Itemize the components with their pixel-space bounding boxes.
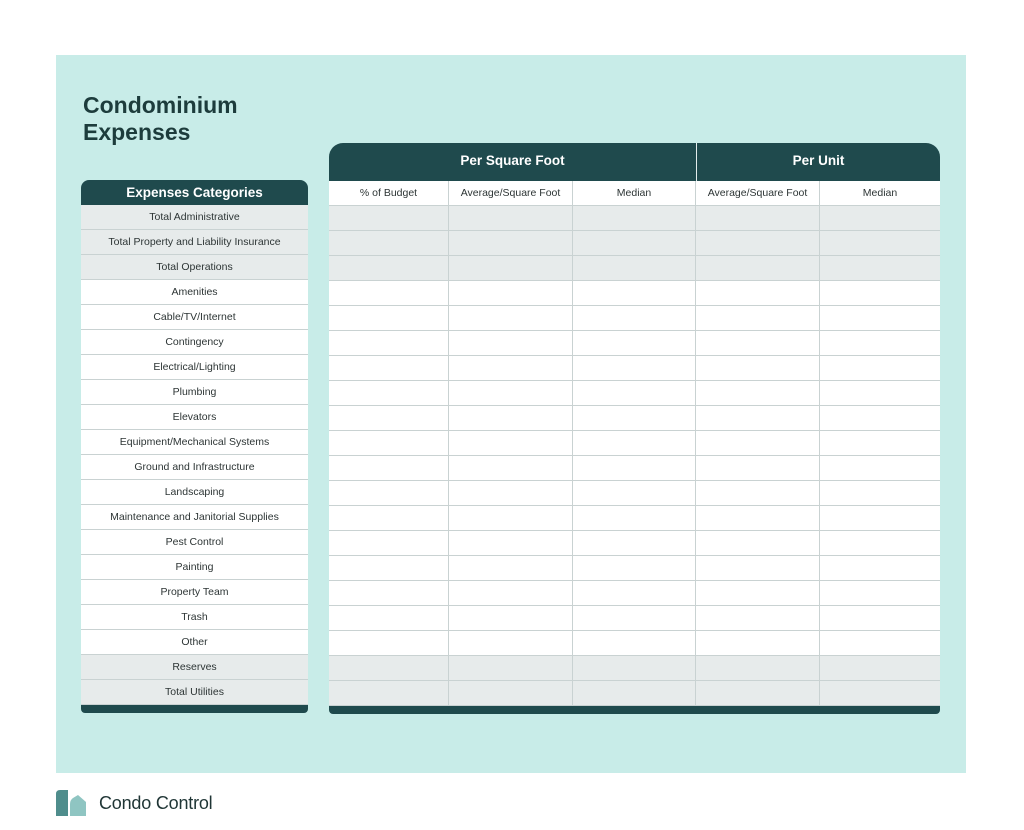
table-cell xyxy=(820,681,940,705)
data-rows xyxy=(329,206,940,706)
table-row xyxy=(329,281,940,306)
table-cell xyxy=(329,231,449,255)
table-cell xyxy=(329,606,449,630)
group-per-unit: Per Unit xyxy=(792,153,845,168)
table-cell xyxy=(329,356,449,380)
table-cell xyxy=(573,631,696,655)
page-title xyxy=(83,92,238,146)
table-cell xyxy=(449,206,573,230)
categories-list xyxy=(81,205,308,705)
category-row: Plumbing xyxy=(81,380,308,405)
table-cell xyxy=(449,281,573,305)
table-cell xyxy=(449,531,573,555)
category-row: Total Operations xyxy=(81,255,308,280)
table-cell xyxy=(329,306,449,330)
table-cell xyxy=(449,606,573,630)
column-header: Average/Square Foot xyxy=(449,181,573,205)
table-row xyxy=(329,681,940,706)
title-line-1: Condominium xyxy=(83,92,238,118)
category-row: Total Property and Liability Insurance xyxy=(81,230,308,255)
table-cell xyxy=(696,581,820,605)
table-cell xyxy=(329,681,449,705)
table-cell xyxy=(449,356,573,380)
table-cell xyxy=(449,656,573,680)
table-cell xyxy=(820,631,940,655)
table-cell xyxy=(820,406,940,430)
table-cell xyxy=(573,231,696,255)
table-cell xyxy=(696,531,820,555)
category-row: Total Administrative xyxy=(81,205,308,230)
table-row xyxy=(329,331,940,356)
table-cell xyxy=(696,356,820,380)
table-cell xyxy=(573,381,696,405)
table-cell xyxy=(696,281,820,305)
brand-logo xyxy=(56,790,212,816)
table-row xyxy=(329,406,940,431)
table-cell xyxy=(573,406,696,430)
table-cell xyxy=(329,556,449,580)
table-row xyxy=(329,631,940,656)
table-cell xyxy=(820,306,940,330)
table-cell xyxy=(696,656,820,680)
table-cell xyxy=(696,306,820,330)
category-row: Total Utilities xyxy=(81,680,308,705)
data-footer-bar xyxy=(329,706,940,714)
table-cell xyxy=(696,406,820,430)
category-row: Contingency xyxy=(81,330,308,355)
table-row xyxy=(329,256,940,281)
table-cell xyxy=(329,506,449,530)
table-cell xyxy=(449,256,573,280)
table-cell xyxy=(820,256,940,280)
table-cell xyxy=(329,531,449,555)
table-cell xyxy=(449,631,573,655)
table-cell xyxy=(449,506,573,530)
table-row xyxy=(329,231,940,256)
table-cell xyxy=(449,481,573,505)
categories-table xyxy=(81,180,308,713)
table-cell xyxy=(573,481,696,505)
table-cell xyxy=(820,331,940,355)
categories-footer-bar xyxy=(81,705,308,713)
table-cell xyxy=(820,656,940,680)
table-cell xyxy=(449,231,573,255)
table-row xyxy=(329,581,940,606)
table-cell xyxy=(573,356,696,380)
table-cell xyxy=(696,231,820,255)
category-row: Pest Control xyxy=(81,530,308,555)
table-cell xyxy=(329,581,449,605)
table-row xyxy=(329,206,940,231)
column-header: Median xyxy=(862,187,898,199)
table-row xyxy=(329,506,940,531)
table-cell xyxy=(573,256,696,280)
table-cell xyxy=(696,256,820,280)
table-cell xyxy=(696,331,820,355)
table-cell xyxy=(329,331,449,355)
table-cell xyxy=(696,506,820,530)
table-cell xyxy=(449,406,573,430)
table-row xyxy=(329,556,940,581)
table-cell xyxy=(696,631,820,655)
table-cell xyxy=(449,431,573,455)
table-cell xyxy=(820,381,940,405)
column-header: % of Budget xyxy=(329,181,449,205)
table-cell xyxy=(573,331,696,355)
table-cell xyxy=(449,556,573,580)
table-cell xyxy=(820,556,940,580)
table-row xyxy=(329,606,940,631)
table-cell xyxy=(573,206,696,230)
table-cell xyxy=(820,531,940,555)
table-row xyxy=(329,481,940,506)
data-table xyxy=(329,143,940,714)
table-cell xyxy=(820,206,940,230)
condo-control-logo-icon xyxy=(56,790,88,816)
table-cell xyxy=(820,581,940,605)
table-cell xyxy=(573,431,696,455)
title-line-2: Expenses xyxy=(83,119,191,145)
category-row: Property Team xyxy=(81,580,308,605)
category-row: Painting xyxy=(81,555,308,580)
table-cell xyxy=(329,481,449,505)
table-row xyxy=(329,656,940,681)
table-cell xyxy=(573,531,696,555)
table-cell xyxy=(329,381,449,405)
category-row: Ground and Infrastructure xyxy=(81,455,308,480)
category-row: Other xyxy=(81,630,308,655)
column-header: Median xyxy=(573,181,696,205)
table-cell xyxy=(573,306,696,330)
table-cell xyxy=(449,581,573,605)
table-cell xyxy=(449,681,573,705)
table-cell xyxy=(820,506,940,530)
table-cell xyxy=(573,556,696,580)
categories-header: Expenses Categories xyxy=(81,180,308,205)
table-cell xyxy=(573,581,696,605)
table-cell xyxy=(696,456,820,480)
table-cell xyxy=(329,656,449,680)
category-row: Trash xyxy=(81,605,308,630)
table-cell xyxy=(820,281,940,305)
table-cell xyxy=(449,331,573,355)
table-cell xyxy=(573,506,696,530)
table-cell xyxy=(449,456,573,480)
category-row: Reserves xyxy=(81,655,308,680)
table-cell xyxy=(449,381,573,405)
table-cell xyxy=(573,606,696,630)
table-cell xyxy=(696,381,820,405)
table-cell xyxy=(329,206,449,230)
brand-name: Condo Control xyxy=(99,792,213,813)
table-cell xyxy=(820,356,940,380)
table-cell xyxy=(329,431,449,455)
table-cell xyxy=(820,231,940,255)
category-row: Cable/TV/Internet xyxy=(81,305,308,330)
category-row: Amenities xyxy=(81,280,308,305)
table-cell xyxy=(573,281,696,305)
table-cell xyxy=(696,681,820,705)
table-row xyxy=(329,531,940,556)
table-row xyxy=(329,306,940,331)
table-cell xyxy=(696,556,820,580)
column-header: Average/Square Foot xyxy=(696,181,820,205)
group-header xyxy=(329,143,940,181)
table-row xyxy=(329,356,940,381)
group-per-square-foot: Per Square Foot xyxy=(329,143,697,181)
category-row: Elevators xyxy=(81,405,308,430)
table-row xyxy=(329,381,940,406)
table-cell xyxy=(449,306,573,330)
table-cell xyxy=(696,206,820,230)
table-cell xyxy=(820,431,940,455)
table-cell xyxy=(696,431,820,455)
table-cell xyxy=(573,656,696,680)
table-cell xyxy=(329,631,449,655)
category-row: Maintenance and Janitorial Supplies xyxy=(81,505,308,530)
table-cell xyxy=(820,606,940,630)
column-header-row xyxy=(329,181,940,206)
table-cell xyxy=(820,481,940,505)
table-cell xyxy=(329,256,449,280)
table-cell xyxy=(696,606,820,630)
table-cell xyxy=(329,456,449,480)
table-cell xyxy=(820,456,940,480)
table-cell xyxy=(329,281,449,305)
table-row xyxy=(329,431,940,456)
table-cell xyxy=(696,481,820,505)
table-cell xyxy=(329,406,449,430)
table-cell xyxy=(573,681,696,705)
category-row: Landscaping xyxy=(81,480,308,505)
table-cell xyxy=(573,456,696,480)
table-row xyxy=(329,456,940,481)
category-row: Electrical/Lighting xyxy=(81,355,308,380)
category-row: Equipment/Mechanical Systems xyxy=(81,430,308,455)
